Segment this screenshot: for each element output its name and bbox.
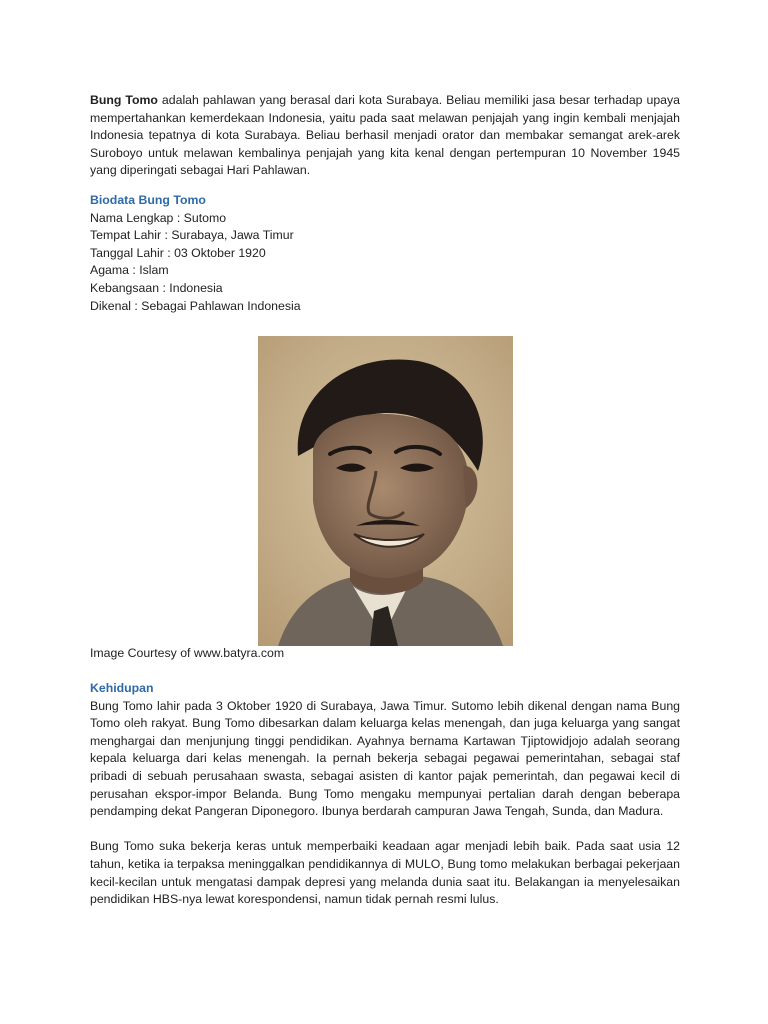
- intro-paragraph: [90, 92, 680, 180]
- biodata-line: Tempat Lahir : Surabaya, Jawa Timur: [90, 228, 294, 243]
- document-body: [90, 92, 680, 315]
- image-courtesy: Image Courtesy of www.batyra.com: [90, 646, 285, 660]
- biodata-line: Kebangsaan : Indonesia: [90, 280, 223, 295]
- kehidupan-section: [90, 680, 680, 909]
- biodata-line: Dikenal : Sebagai Pahlawan Indonesia: [90, 298, 301, 313]
- biodata-line: Nama Lengkap : Sutomo: [90, 210, 227, 225]
- kehidupan-paragraph-2: Bung Tomo suka bekerja keras untuk memperbaiki keadaan agar menjadi lebih baik. Pada saat usia 12 tahun, ketika ia terpaksa meninggalkan pendidikannya di MULO, Bung tomo melakukan berbagai pekerjaan kecil-kecilan untuk mengatasi dampak depresi yang melanda dunia saat itu. Belakangan ia menyelesaikan pendidikan HBS-nya lewat korespondensi, namun tidak pernah resmi lulus.: [90, 839, 680, 907]
- intro-name: Bung Tomo: [90, 93, 158, 107]
- biodata-line: Tanggal Lahir : 03 Oktober 1920: [90, 245, 266, 260]
- biodata-line: Agama : Islam: [90, 263, 169, 278]
- intro-text: adalah pahlawan yang berasal dari kota Surabaya. Beliau memiliki jasa besar terhadap upaya mempertahankan kemerdekaan Indonesia, yaitu pada saat melawan penjajah yang ingin kembali menjajah Indonesia tepatnya di kota Surabaya. Beliau berhasil menjadi orator dan membakar semangat arek-arek Suroboyo untuk melawan kembalinya penjajah yang kita kenal dengan pertempuran 10 November 1945 yang diperingati sebagai Hari Pahlawan.: [90, 93, 680, 178]
- kehidupan-heading: Kehidupan: [90, 681, 154, 695]
- biodata-heading: Biodata Bung Tomo: [90, 192, 206, 207]
- portrait-photo: [258, 336, 513, 646]
- kehidupan-paragraph-1: Bung Tomo lahir pada 3 Oktober 1920 di Surabaya, Jawa Timur. Sutomo lebih dikenal dengan nama Bung Tomo oleh rakyat. Bung Tomo dibesarkan dalam keluarga kelas menengah, dan juga keluarga yang sangat menghargai dan menjunjung tinggi pendidikan. Ayahnya bernama Kartawan Tjiptowidjojo adalah seorang kepala keluarga dari kelas menengah. Ia pernah bekerja sebagai pegawai pemerintahan, sebagai staf pribadi di sebuah perusahaan swasta, sebagai asisten di kantor pajak pemerintah, dan pegawai kecil di perusahan ekspor-impor Belanda. Bung Tomo mengaku mempunyai pertalian darah dengan beberapa pendamping dekat Pangeran Diponegoro. Ibunya berdarah campuran Jawa Tengah, Sunda, dan Madura.: [90, 698, 680, 819]
- biodata-list: [90, 210, 680, 316]
